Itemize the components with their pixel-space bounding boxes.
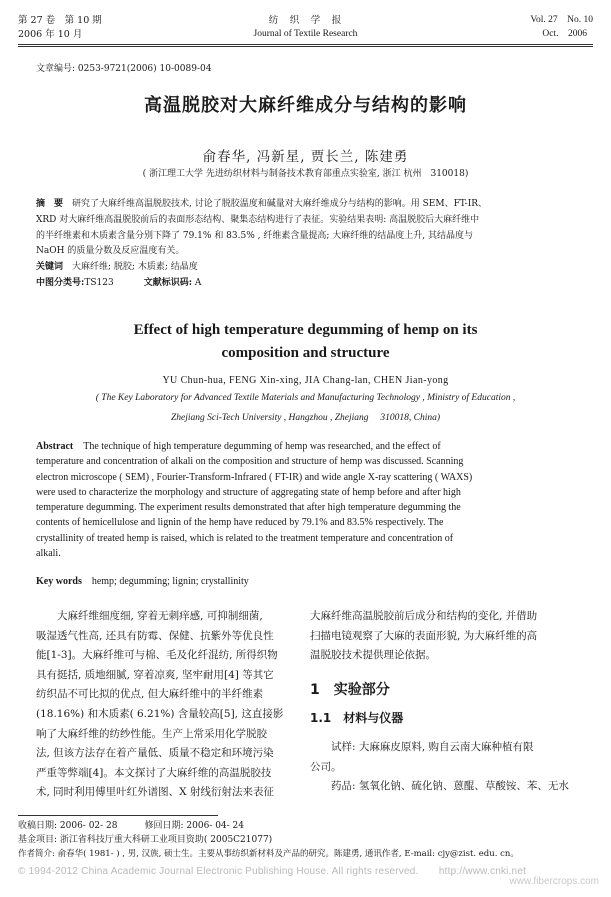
body-line: (18.16%) 和木质素( 6.21%) 含量较高[5], 这直接影 [36,707,284,720]
body-line: 严重等弊端[4]。本文探讨了大麻纤维的高温脱胶技 [36,766,272,779]
en-abstract-line: Abstract The technique of high temperature degumming of hemp was researched, and the effect of [36,441,441,452]
footnote-rule [18,815,218,816]
site-watermark: www.fibercrops.com [509,876,599,887]
body-line: 药品: 氢氧化钠、硫化钠、蒽醌、草酸铵、苯、无水 [310,780,569,793]
en-keywords: Key words hemp; degumming; lignin; crystallinity [36,576,249,587]
cn-abstract-line: 的半纤维素和木质素含量分别下降了 79.1% 和 83.5% , 纤维素含量提高; 大麻纤维的结晶度上升, 其结晶度与 [36,230,473,241]
body-line: 能[1-3]。大麻纤维可与棉、毛及化纤混纺, 所得织物 [36,649,278,662]
body-right-intro [310,607,578,666]
en-abstract-line: temperature and concentration of alkali on the composition and structure of hemp was discussed. Scanning [36,456,464,468]
en-abstract-line: electron microscope ( SEM) , Fourier-Transform-Infrared ( FT-IR) and wide angle X-ray scattering ( WAXS) [36,471,473,483]
body-line: 温脱胶技术提供理论依据。 [310,649,436,662]
header-journal-cn: 纺 织 学 报 [268,15,343,26]
article-number: 文章编号: 0253-9721(2006) 10-0089-04 [36,64,212,74]
header-rule [18,44,593,45]
body-line: 大麻纤维细度细, 穿着无刺痒感, 可抑制细菌, [36,610,263,622]
en-abstract-line: temperature degumming. The experiment results demonstrated that after high temperature degumming the [36,502,461,514]
cn-abstract-line: NaOH 的质量分数及反应温度有关。 [36,246,185,257]
en-authors: YU Chun-hua, FENG Xin-xing, JIA Chang-lan, CHEN Jian-yong [162,375,449,386]
cn-abstract-line: 摘 要 研究了大麻纤维高温脱胶技术, 讨论了脱胶温度和碱量对大麻纤维成分与结构的影响。用 SEM、FT-IR、 [36,199,488,209]
en-title-line2: composition and structure [221,345,390,361]
body-line: 法, 但该方法存在着产量低、质量不稳定和环境污染 [36,747,274,760]
en-abstract-line: contents of hemicellulose and lignin of the hemp have reduced by 79.1% and 83.5% respectively. The [36,517,444,529]
body-line: 公司。 [310,760,342,773]
body-line: 试样: 大麻麻皮原料, 购自云南大麻种植有限 [310,741,534,753]
cn-abstract-line: XRD 对大麻纤维高温脱胶前后的表面形态结构、聚集态结构进行了表征。实验结果表明: 高温脱胶后大麻纤维中 [36,214,480,225]
footer-received: 收稿日期: 2006- 02- 28 修回日期: 2006- 04- 24 [18,821,245,831]
footer-fund: 基金项目: 浙江省科技厅重大科研工业项目资助( 2005C21077) [18,835,273,845]
en-abstract-line: were used to characterize the morphology and structure of aggregating state of hemp before and after high [36,486,461,498]
en-title-line1: Effect of high temperature degumming of hemp on its [133,322,478,338]
cn-classification: 中图分类号:TS123 文献标识码: A [36,277,202,288]
section-heading-1-1: 1.1 材料与仪器 [310,711,404,725]
en-abstract-line: crystallinity of treated hemp is raised, which is related to the treatment temperature and concentration of [36,532,454,544]
copyright-watermark: © 1994-2012 China Academic Journal Electronic Publishing House. All rights reserved. http://www.cnki.net [18,866,527,877]
body-left-column [36,607,298,803]
header-journal-en: Journal of Textile Research [253,29,358,39]
cn-authors: 俞春华, 冯新星, 贾长兰, 陈建勇 [202,149,409,165]
header-date: 2006 年 10 月 [18,29,83,40]
body-line: 扫描电镜观察了大麻的表面形貌, 为大麻纤维的高 [310,629,538,642]
section-heading-1: 1 实验部分 [310,682,390,698]
en-affiliation-line1: ( The Key Laboratory for Advanced Textile Materials and Manufacturing Technology , Ministry of Education , [95,393,516,403]
header-date-en: Oct. 2006 [542,29,587,39]
body-line: 响了大麻纤维的纺纱性能。生产上常采用化学脱胶 [36,727,267,740]
en-affiliation-line2: Zhejiang Sci-Tech University , Hangzhou , Zhejiang 310018, China) [170,413,441,423]
en-abstract-label: Abstract [36,441,74,452]
cn-abstract-label: 摘 要 [36,199,64,209]
body-line: 术, 同时利用傅里叶红外谱图、X 射线衍射法来表征 [36,786,274,799]
cn-abstract [36,197,578,292]
en-abstract-line: alkali. [36,548,61,560]
header-rule-2 [18,46,593,47]
body-line: 吸湿透气性高, 还具有防霉、保健、抗紫外等优良性 [36,629,274,642]
cn-keywords: 关键词 大麻纤维; 脱胶; 木质素; 结晶度 [36,262,198,273]
header-vol-en: Vol. 27 No. 10 [530,15,593,25]
en-abstract [36,439,578,561]
header-volume: 第 27 卷 第 10 期 [18,15,102,26]
cn-title: 高温脱胶对大麻纤维成分与结构的影响 [144,95,467,116]
body-line: 具有挺括, 质地细腻, 穿着凉爽, 坚牢耐用[4] 等其它 [36,668,274,681]
cn-affiliation: ( 浙江理工大学 先进纺织材料与制备技术教育部重点实验室, 浙江 杭州 310018) [142,169,469,179]
footer-author-bio: 作者简介: 俞春华( 1981- ) , 男, 汉族, 硕士生。主要从事纺织新材料及产品的研究。陈建勇, 通讯作者, E-mail: cjy@zist. edu. cn。 [18,849,519,859]
body-right-materials [310,738,578,797]
body-line: 纺织品不可比拟的优点, 但大麻纤维中的半纤维素 [36,688,264,701]
body-line: 大麻纤维高温脱胶前后成分和结构的变化, 并借助 [310,610,538,622]
